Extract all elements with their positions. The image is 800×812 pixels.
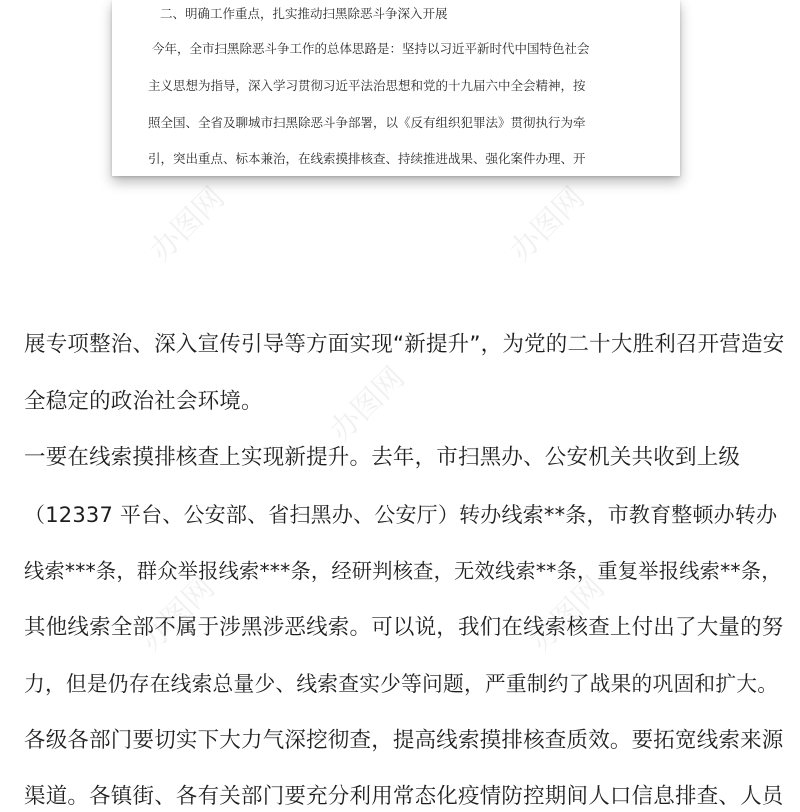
body-text-line: （12337 平台、公安部、省扫黑办、公安厅）转办线索**条，市教育整顿办转办 [24,503,778,527]
preview-heading: 二、明确工作重点，扎实推动扫黑除恶斗争深入开展 [160,6,448,21]
body-text-line: 各级各部门要切实下大力气深挖彻查，提高线索摸排核查质效。要拓宽线索来源 [24,728,784,753]
body-text-line: 一要在线索摸排核查上实现新提升。去年，市扫黑办、公安机关共收到上级 [24,445,741,470]
watermark: 办图网 [143,180,232,269]
preview-line: 今年，全市扫黑除恶斗争工作的总体思路是：坚持以习近平新时代中国特色社会 [152,41,590,56]
preview-line: 引，突出重点、标本兼治，在线索摸排核查、持续推进战果、强化案件办理、开 [148,151,586,166]
watermark: 办图网 [523,570,612,659]
body-text-line: 线索***条，群众举报线索***条，经研判核查，无效线索**条，重复举报线索**条， [24,559,782,583]
watermark: 办图网 [133,570,222,659]
body-text-line: 其他线索全部不属于涉黑涉恶线索。可以说，我们在线索核查上付出了大量的努 [24,615,784,640]
watermark: 办图网 [503,180,592,269]
body-text-line: 渠道。各镇街、各有关部门要充分利用常态化疫情防控期间人口信息排查、人员 [24,784,784,809]
watermark: 办图网 [323,360,412,449]
preview-line: 照全国、全省及聊城市扫黑除恶斗争部署，以《反有组织犯罪法》贯彻执行为牵 [148,115,586,130]
body-text-line: 力，但是仍存在线索总量少、线索查实少等问题，严重制约了战果的巩固和扩大。 [24,672,779,696]
document-preview-card [112,0,680,176]
body-text-line: 全稳定的政治社会环境。 [24,389,263,414]
preview-line: 主义思想为指导，深入学习贯彻习近平法治思想和党的十九届六中全会精神，按 [148,78,586,93]
body-text-line: 展专项整治、深入宣传引导等方面实现“新提升”，为党的二十大胜利召开营造安 [24,332,785,357]
